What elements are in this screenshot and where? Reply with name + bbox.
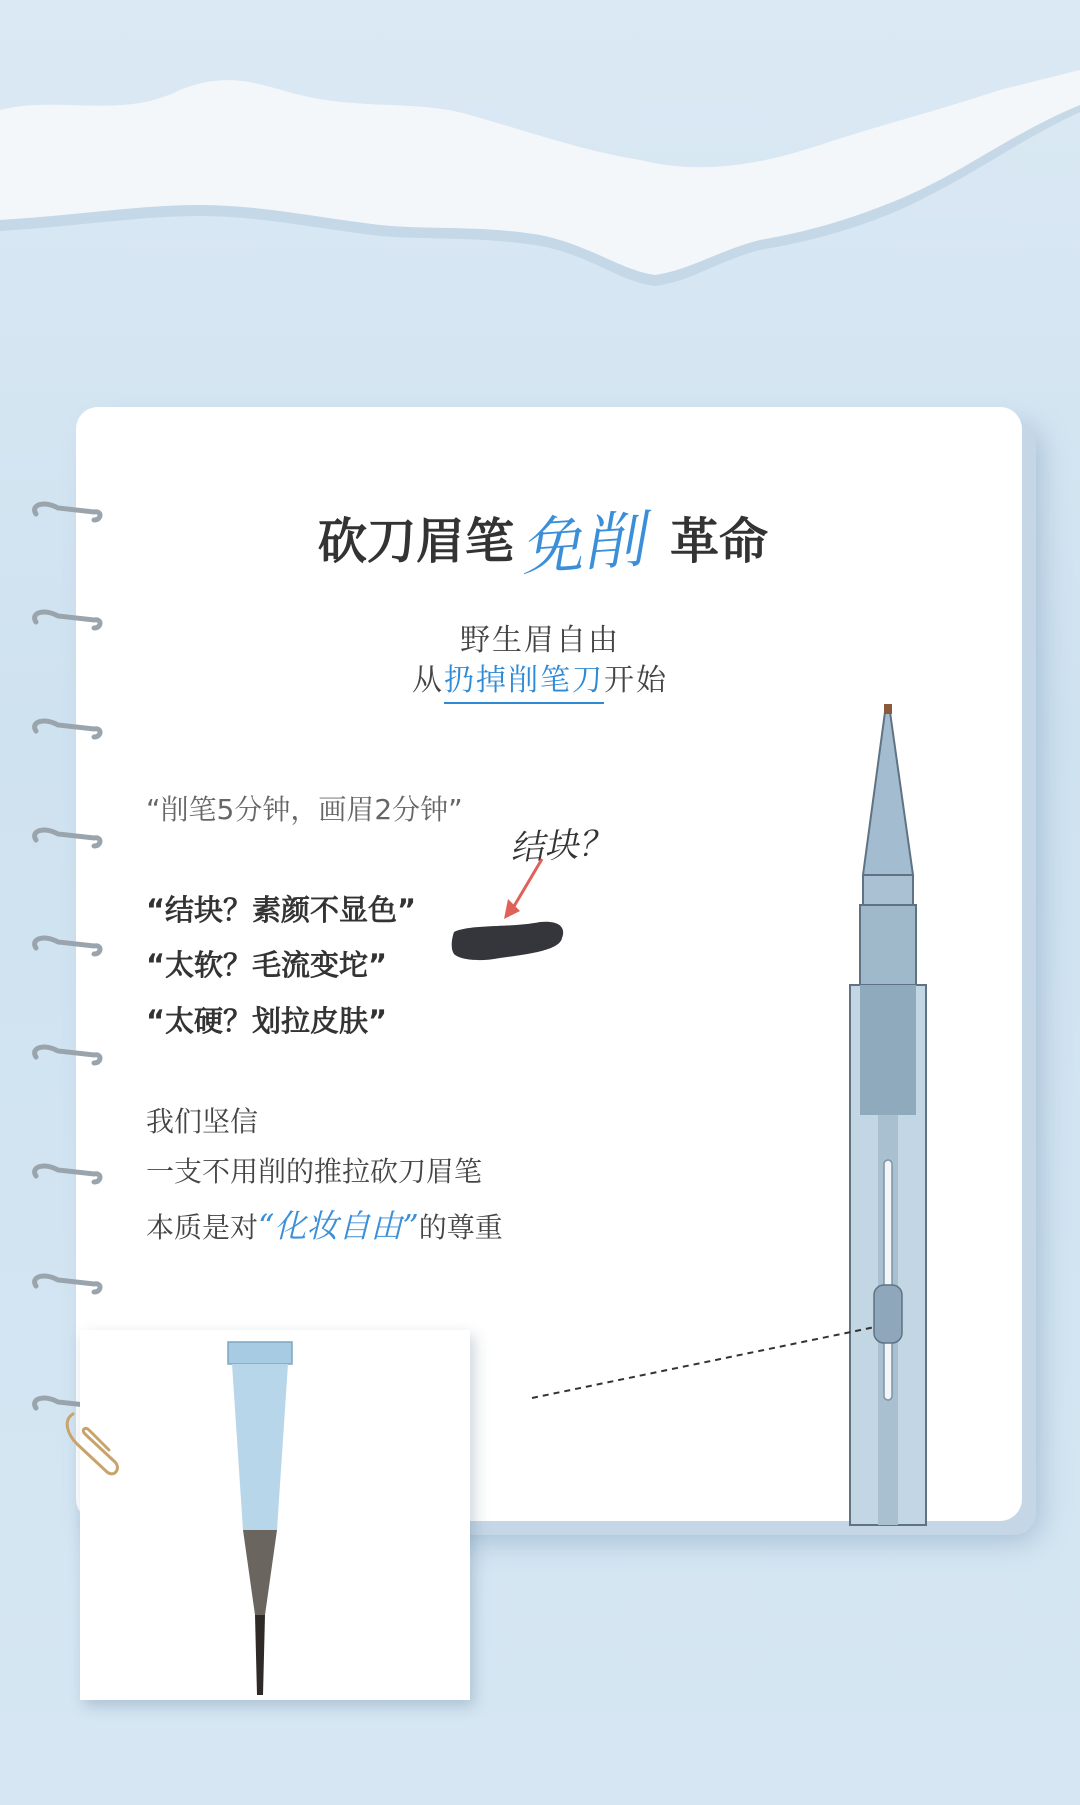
handwritten-annotation: 结块？ [509, 823, 614, 869]
title-main: 砍刀眉笔 [318, 513, 515, 570]
spiral-ring-icon [35, 1166, 100, 1182]
spiral-ring-icon [35, 504, 100, 520]
title-tail: 革命 [670, 513, 769, 570]
complaint-line: “太硬？划拉皮肤” [146, 1004, 388, 1038]
red-arrow-icon [500, 855, 550, 925]
spiral-ring-icon [35, 830, 100, 846]
belief-suffix: 的尊重 [418, 1211, 503, 1244]
spiral-ring-icon [35, 938, 100, 954]
subtitle-line1: 野生眉自由 [460, 623, 620, 658]
complaint-line: “结块？素颜不显色” [146, 893, 417, 927]
complaint-line: “太软？毛流变坨” [146, 948, 388, 982]
subtitle-line2 [300, 655, 780, 699]
belief-prefix: 本质是对 [146, 1211, 259, 1244]
paperclip-icon [63, 1410, 123, 1480]
eyebrow-pencil-icon [830, 700, 950, 1530]
spiral-ring-icon [35, 1047, 100, 1063]
subtitle-highlight: 扔掉削笔刀 [444, 663, 604, 704]
spiral-ring-icon [35, 1276, 100, 1292]
page-title [318, 498, 769, 584]
title-handwritten: 免削 [517, 502, 647, 584]
belief-line1: 我们坚信 [146, 1105, 259, 1138]
spiral-ring-icon [35, 612, 100, 628]
dashed-pointer-line [530, 1300, 880, 1400]
spiral-ring-icon [35, 721, 100, 737]
ink-swatch [450, 920, 570, 964]
belief-handwritten: “化妆自由” [258, 1207, 419, 1245]
quote-text: “削笔5分钟，画眉2分钟” [146, 793, 463, 826]
subtitle-suffix: 开始 [604, 663, 668, 698]
eyebrow-pencil-icon [215, 1340, 305, 1700]
belief-line3 [146, 1201, 503, 1247]
subtitle-prefix: 从 [412, 663, 444, 698]
belief-line2: 一支不用削的推拉砍刀眉笔 [146, 1155, 483, 1188]
torn-paper-strip [0, 0, 1080, 300]
